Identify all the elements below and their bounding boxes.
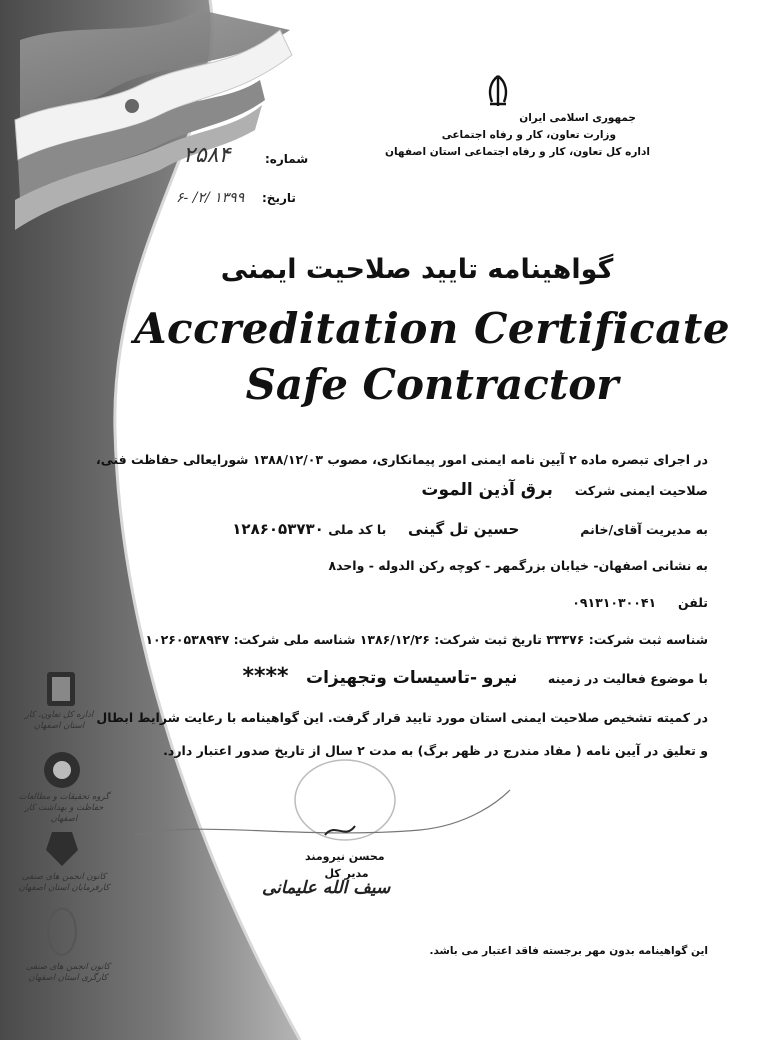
gov-line-1: جمهوری اسلامی ایران [519,112,636,124]
activity-label: با موضوع فعالیت در زمینه [547,671,708,686]
signer-name: محسن نیرومند [305,850,385,863]
signature-block [305,848,385,882]
manager-name: حسین تل گینی [408,520,520,538]
flag-emblem-icon [125,99,139,113]
company-name: برق آذین الموت [421,480,553,500]
handwritten-signature: سیف الله علیمانی [262,878,391,898]
logo-caption-4: کانون انجمن های صنفی کارگری استان اصفهان [25,962,111,983]
title-english-line1: Accreditation Certificate [133,304,731,353]
activity-value: نیرو -تاسیسات وتجهیزات [306,668,518,688]
activity-stars: **** [242,664,289,689]
number-value: ۲۵۸۴ [183,143,231,168]
number-label: شماره: [265,152,309,166]
stamp-circle [295,760,395,840]
signer-title: مدیر کل [324,867,369,880]
company-row [421,480,708,500]
national-code: ۱۲۸۶۰۵۳۷۳۰ [232,520,324,538]
government-header [376,72,650,161]
date-value: ۱۳۹۹ /۲/ -۶ [176,190,245,206]
title-persian: گواهینامه تایید صلاحیت ایمنی [220,254,614,285]
company-label: صلاحیت ایمنی شرکت [574,483,708,498]
activity-row [243,664,708,689]
manager-row [232,520,708,538]
gov-line-2: وزارت تعاون، کار و رفاه اجتماعی [441,129,616,141]
gov-line-3: اداره کل تعاون، کار و رفاه اجتماعی استان اصفهان [384,146,650,158]
iran-emblem-icon [480,72,516,110]
title-english-line2: Safe Contractor [245,360,619,409]
approval-line-1: در کمیته تشخیص صلاحیت ایمنی استان مورد تایید قرار گرفت. این گواهینامه با رعایت شرایط ابطال [96,710,708,725]
manager-label: به مدیریت آقای/خانم [580,522,708,537]
phone-label: تلفن [677,595,708,610]
phone-value: ۰۹۱۳۱۰۳۰۰۴۱ [572,595,657,610]
logo-caption-2: گروه تحقیقات و مطالعات حفاظت و بهداشت کار اصفهان [18,792,110,824]
intro-text: در اجرای تبصره ماده ۲ آیین نامه ایمنی امور پیمانکاری، مصوب ۱۳۸۸/۱۲/۰۳ شورایعالی حفاظت فنی، [95,452,708,467]
registration-text: شناسه ثبت شرکت: ۳۳۳۷۶ تاریخ ثبت شرکت: ۱۳۸۶/۱۲/۲۶ شناسه ملی شرکت: ۱۰۲۶۰۵۳۸۹۴۷ [145,632,708,647]
phone-row [572,595,708,610]
date-label: تاریخ: [262,191,296,205]
logo-caption-3: کانون انجمن های صنفی کارفرمایان استان اصفهان [18,872,110,893]
national-code-label: با کد ملی [328,522,387,537]
address-text: به نشانی اصفهان- خیابان بزرگمهر - کوچه رکن الدوله - واحد۸ [328,558,708,573]
footer-note: این گواهینامه بدون مهر برجسته فاقد اعتبار می باشد. [429,945,708,957]
approval-line-2: و تعلیق در آیین نامه ( مفاد مندرج در ظهر برگ) به مدت ۲ سال از تاریخ صدور اعتبار دارد. [163,743,708,758]
logo-caption-1: اداره کل تعاون، کار استان اصفهان [24,710,94,731]
